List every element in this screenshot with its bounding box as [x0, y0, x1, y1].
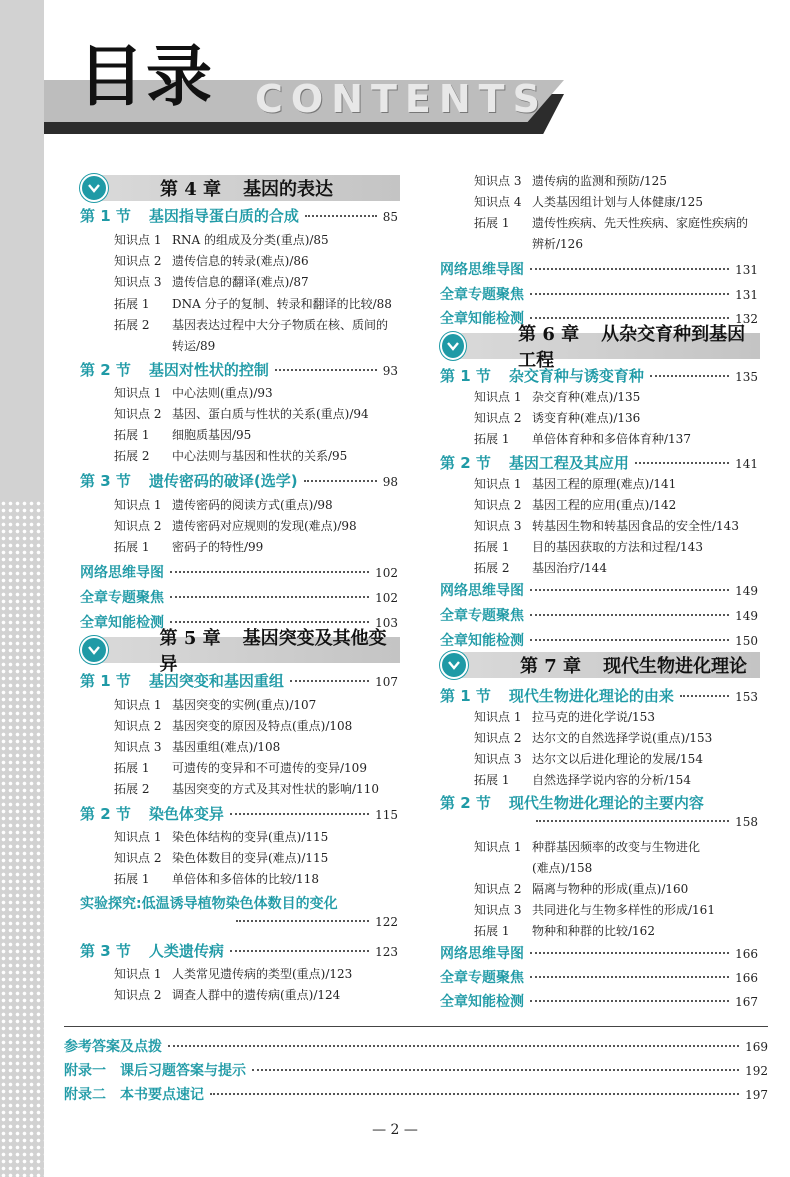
toc-item[interactable]: 拓展 1 目的基因获取的方法和过程/143	[474, 540, 703, 554]
chapter-5-heading[interactable]: 第 5 章 基因突变及其他变异	[80, 637, 400, 663]
toc-item[interactable]: 拓展 2 基因表达过程中大分子物质在核、质间的	[114, 318, 389, 332]
appendix-1-link[interactable]: 附录一 课后习题答案与提示 192	[64, 1063, 768, 1079]
toc-item[interactable]: 知识点 3 遗传信息的翻译(难点)/87	[114, 275, 309, 289]
toc-item[interactable]: 知识点 4 人类基因组计划与人体健康/125	[474, 195, 703, 209]
section-7-2-page[interactable]: 158	[530, 815, 758, 829]
mind-map-ch5[interactable]: 网络思维导图 131	[440, 262, 758, 278]
toc-item[interactable]: 拓展 2 中心法则与基因和性状的关系/95	[114, 449, 348, 463]
dot-pattern	[0, 500, 62, 1177]
toc-item[interactable]: 拓展 1 细胞质基因/95	[114, 428, 252, 442]
answers-link[interactable]: 参考答案及点拨 169	[64, 1039, 768, 1055]
focus-ch6[interactable]: 全章专题聚焦 149	[440, 608, 758, 624]
test-ch4[interactable]: 全章知能检测 103	[80, 615, 398, 631]
focus-ch4[interactable]: 全章专题聚焦 102	[80, 590, 398, 606]
section-4-1[interactable]: 第 1 节 基因指导蛋白质的合成 85	[80, 207, 398, 225]
section-7-1[interactable]: 第 1 节 现代生物进化理论的由来 153	[440, 687, 758, 705]
toc-item[interactable]: 知识点 2 遗传密码对应规则的发现(难点)/98	[114, 519, 357, 533]
chevron-down-icon	[440, 332, 466, 360]
toc-item[interactable]: 拓展 1 DNA 分子的复制、转录和翻译的比较/88	[114, 297, 392, 311]
toc-item[interactable]: 知识点 2 遗传信息的转录(难点)/86	[114, 254, 309, 268]
toc-item-continued[interactable]: 辨析/126	[532, 237, 583, 251]
chapter-6-heading[interactable]: 第 6 章 从杂交育种到基因工程	[440, 333, 760, 359]
focus-ch5[interactable]: 全章专题聚焦 131	[440, 287, 758, 303]
chevron-down-icon	[80, 636, 108, 664]
toc-item[interactable]: 拓展 1 可遗传的变异和不可遗传的变异/109	[114, 761, 367, 775]
toc-item[interactable]: 知识点 1 染色体结构的变异(重点)/115	[114, 830, 329, 844]
toc-item[interactable]: 知识点 1 中心法则(重点)/93	[114, 386, 273, 400]
toc-item[interactable]: 拓展 1 密码子的特性/99	[114, 540, 264, 554]
toc-item[interactable]: 知识点 2 调查人群中的遗传病(重点)/124	[114, 988, 341, 1002]
toc-item[interactable]: 知识点 2 基因突变的原因及特点(重点)/108	[114, 719, 353, 733]
toc-item[interactable]: 知识点 2 达尔文的自然选择学说(重点)/153	[474, 731, 713, 745]
experiment-page[interactable]: 122	[230, 915, 398, 929]
toc-item-continued[interactable]: 转运/89	[172, 339, 216, 353]
toc-item[interactable]: 拓展 1 单倍体育种和多倍体育种/137	[474, 432, 691, 446]
section-7-2[interactable]: 第 2 节 现代生物进化理论的主要内容	[440, 794, 704, 812]
toc-item[interactable]: 拓展 1 物种和种群的比较/162	[474, 924, 655, 938]
toc-item[interactable]: 知识点 2 基因工程的应用(重点)/142	[474, 498, 677, 512]
section-4-3[interactable]: 第 3 节 遗传密码的破译(选学) 98	[80, 472, 398, 490]
toc-item[interactable]: 知识点 1 人类常见遗传病的类型(重点)/123	[114, 967, 353, 981]
section-6-2[interactable]: 第 2 节 基因工程及其应用 141	[440, 454, 758, 472]
toc-item[interactable]: 拓展 1 自然选择学说内容的分析/154	[474, 773, 691, 787]
toc-item[interactable]: 拓展 1 单倍体和多倍体的比较/118	[114, 872, 319, 886]
toc-item[interactable]: 知识点 1 种群基因频率的改变与生物进化	[474, 840, 701, 854]
toc-item[interactable]: 知识点 1 拉马克的进化学说/153	[474, 710, 655, 724]
chapter-7-heading[interactable]: 第 7 章 现代生物进化理论	[440, 652, 760, 678]
mind-map-ch4[interactable]: 网络思维导图 102	[80, 565, 398, 581]
toc-item[interactable]: 知识点 3 基因重组(难点)/108	[114, 740, 281, 754]
toc-item[interactable]: 知识点 1 基因工程的原理(难点)/141	[474, 477, 677, 491]
section-4-2[interactable]: 第 2 节 基因对性状的控制 93	[80, 361, 398, 379]
toc-item[interactable]: 知识点 3 遗传病的监测和预防/125	[474, 174, 667, 188]
mind-map-ch6[interactable]: 网络思维导图 149	[440, 583, 758, 599]
appendix-2-link[interactable]: 附录二 本书要点速记 197	[64, 1087, 768, 1103]
toc-item[interactable]: 知识点 2 染色体数目的变异(难点)/115	[114, 851, 329, 865]
bottom-divider	[64, 1026, 768, 1027]
toc-item[interactable]: 知识点 2 隔离与物种的形成(重点)/160	[474, 882, 689, 896]
page-number: — 2 —	[372, 1122, 418, 1138]
section-5-1[interactable]: 第 1 节 基因突变和基因重组 107	[80, 672, 398, 690]
test-ch7[interactable]: 全章知能检测 167	[440, 994, 758, 1010]
toc-item[interactable]: 知识点 3 达尔文以后进化理论的发展/154	[474, 752, 703, 766]
toc-item[interactable]: 知识点 1 杂交育种(难点)/135	[474, 390, 641, 404]
toc-item[interactable]: 拓展 1 遗传性疾病、先天性疾病、家庭性疾病的	[474, 216, 749, 230]
mind-map-ch7[interactable]: 网络思维导图 166	[440, 946, 758, 962]
toc-item[interactable]: 知识点 3 转基因生物和转基因食品的安全性/143	[474, 519, 739, 533]
section-5-3[interactable]: 第 3 节 人类遗传病 123	[80, 942, 398, 960]
test-ch5[interactable]: 全章知能检测 132	[440, 311, 758, 327]
toc-item[interactable]: 知识点 1 遗传密码的阅读方式(重点)/98	[114, 498, 333, 512]
toc-item[interactable]: 知识点 1 RNA 的组成及分类(重点)/85	[114, 233, 329, 247]
focus-ch7[interactable]: 全章专题聚焦 166	[440, 970, 758, 986]
chapter-4-heading[interactable]: 第 4 章 基因的表达	[80, 175, 400, 201]
toc-item[interactable]: 知识点 2 基因、蛋白质与性状的关系(重点)/94	[114, 407, 369, 421]
toc-item[interactable]: 拓展 2 基因突变的方式及其对性状的影响/110	[114, 782, 379, 796]
experiment-title[interactable]: 实验探究:低温诱导植物染色体数目的变化	[80, 896, 338, 912]
toc-item[interactable]: 知识点 1 基因突变的实例(重点)/107	[114, 698, 317, 712]
toc-item[interactable]: 知识点 2 诱变育种(难点)/136	[474, 411, 641, 425]
toc-item[interactable]: 拓展 2 基因治疗/144	[474, 561, 607, 575]
toc-item-continued[interactable]: (难点)/158	[532, 861, 593, 875]
section-5-2[interactable]: 第 2 节 染色体变异 115	[80, 805, 398, 823]
test-ch6[interactable]: 全章知能检测 150	[440, 633, 758, 649]
title-chinese: 目录	[78, 38, 214, 115]
section-6-1[interactable]: 第 1 节 杂交育种与诱变育种 135	[440, 367, 758, 385]
title-english: CONTENTS	[255, 77, 548, 121]
chevron-down-icon	[440, 651, 468, 679]
chevron-down-icon	[80, 174, 108, 202]
toc-item[interactable]: 知识点 3 共同进化与生物多样性的形成/161	[474, 903, 715, 917]
